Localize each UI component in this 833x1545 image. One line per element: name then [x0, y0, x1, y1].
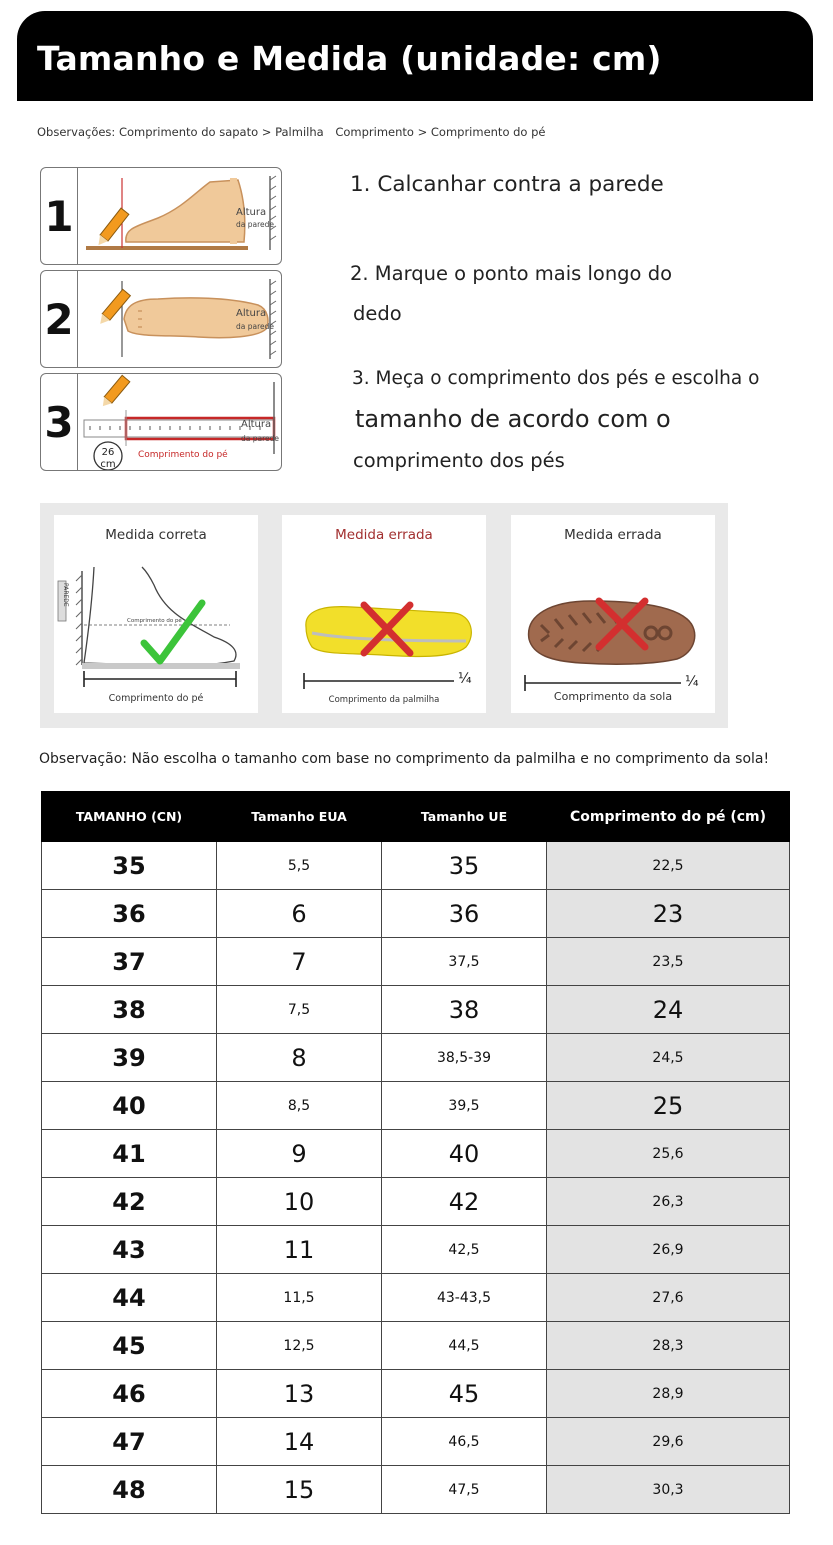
insole-tolerance: ¼ — [458, 671, 472, 687]
step-number: 1 — [41, 168, 78, 264]
wall-height-label: Altura — [241, 419, 272, 430]
insole-measure-card — [282, 515, 486, 713]
foot-length-cell: 23 — [547, 890, 790, 938]
insole-measure-caption: Comprimento da palmilha — [328, 695, 440, 705]
us-size-cell: 9 — [217, 1130, 382, 1178]
cn-size-cell: 41 — [42, 1130, 217, 1178]
cn-size-cell: 40 — [42, 1082, 217, 1130]
instruction-step-2-line-2: dedo — [353, 302, 402, 325]
cn-size-cell: 45 — [42, 1322, 217, 1370]
table-row — [42, 842, 790, 890]
eu-size-cell: 46,5 — [382, 1418, 547, 1466]
us-size-cell: 12,5 — [217, 1322, 382, 1370]
step-number: 3 — [41, 374, 78, 470]
cn-size-cell: 46 — [42, 1370, 217, 1418]
instruction-step-3-line-1: 3. Meça o comprimento dos pés e escolha o — [352, 368, 760, 389]
table-row — [42, 1226, 790, 1274]
eu-size-cell: 36 — [382, 890, 547, 938]
cn-size-cell: 39 — [42, 1034, 217, 1082]
top-note-part-1: Observações: Comprimento do sapato > Palmilha — [37, 125, 324, 139]
us-size-cell: 13 — [217, 1370, 382, 1418]
step-card-2 — [40, 270, 282, 368]
instruction-step-2-line-1: 2. Marque o ponto mais longo do — [350, 262, 672, 285]
page-header — [17, 11, 813, 101]
foot-length-cell: 25,6 — [547, 1130, 790, 1178]
sole-measure-title: Medida errada — [564, 527, 662, 543]
foot-length-cell: 24 — [547, 986, 790, 1034]
table-row — [42, 1418, 790, 1466]
instruction-step-3-line-2: tamanho de acordo com o — [355, 405, 671, 433]
correct-measure-title: Medida correta — [105, 527, 207, 543]
eu-size-cell: 39,5 — [382, 1082, 547, 1130]
table-row — [42, 1034, 790, 1082]
header-eu-size: Tamanho UE — [382, 792, 547, 842]
table-header-row — [42, 792, 790, 842]
correct-measure-illustration — [54, 515, 258, 713]
eu-size-cell: 40 — [382, 1130, 547, 1178]
measure-length-illustration — [78, 374, 280, 470]
sole-tolerance: ¼ — [685, 674, 699, 690]
eu-size-cell: 35 — [382, 842, 547, 890]
eu-size-cell: 44,5 — [382, 1322, 547, 1370]
table-row — [42, 1130, 790, 1178]
us-size-cell: 7,5 — [217, 986, 382, 1034]
sole-measure-caption: Comprimento da sola — [553, 690, 673, 703]
step-number: 2 — [41, 271, 78, 367]
eu-size-cell: 37,5 — [382, 938, 547, 986]
us-size-cell: 14 — [217, 1418, 382, 1466]
foot-length-caption: Comprimento do pé — [138, 450, 228, 460]
us-size-cell: 11,5 — [217, 1274, 382, 1322]
cn-size-cell: 48 — [42, 1466, 217, 1514]
correct-measure-inner-label: Comprimento do pé — [127, 618, 182, 624]
eu-size-cell: 42,5 — [382, 1226, 547, 1274]
page-title: Tamanho e Medida (unidade: cm) — [37, 39, 662, 78]
size-table — [41, 791, 790, 1514]
foot-length-cell: 29,6 — [547, 1418, 790, 1466]
cn-size-cell: 42 — [42, 1178, 217, 1226]
us-size-cell: 7 — [217, 938, 382, 986]
table-row — [42, 1274, 790, 1322]
header-cn-size: TAMANHO (CN) — [42, 792, 217, 842]
us-size-cell: 8 — [217, 1034, 382, 1082]
eu-size-cell: 43-43,5 — [382, 1274, 547, 1322]
wall-height-sublabel: da parede — [241, 434, 280, 443]
foot-length-cell: 28,3 — [547, 1322, 790, 1370]
table-row — [42, 1178, 790, 1226]
eu-size-cell: 38 — [382, 986, 547, 1034]
us-size-cell: 5,5 — [217, 842, 382, 890]
measure-unit: cm — [100, 459, 116, 470]
step-card-3 — [40, 373, 282, 471]
table-row — [42, 1370, 790, 1418]
us-size-cell: 11 — [217, 1226, 382, 1274]
top-note-part-2: Comprimento > Comprimento do pé — [335, 125, 546, 139]
us-size-cell: 6 — [217, 890, 382, 938]
table-row — [42, 1082, 790, 1130]
foot-length-cell: 30,3 — [547, 1466, 790, 1514]
top-note — [37, 125, 554, 139]
table-row — [42, 890, 790, 938]
wall-height-label: Altura — [236, 207, 267, 218]
table-row — [42, 986, 790, 1034]
cn-size-cell: 44 — [42, 1274, 217, 1322]
correct-measure-caption: Comprimento do pé — [108, 693, 204, 704]
cn-size-cell: 47 — [42, 1418, 217, 1466]
measurement-comparison — [40, 503, 728, 728]
cn-size-cell: 36 — [42, 890, 217, 938]
eu-size-cell: 47,5 — [382, 1466, 547, 1514]
instruction-step-3-line-3: comprimento dos pés — [353, 449, 565, 472]
wall-text: PAREDE — [62, 583, 69, 607]
eu-size-cell: 38,5-39 — [382, 1034, 547, 1082]
insole-measure-title: Medida errada — [335, 527, 433, 543]
foot-length-cell: 28,9 — [547, 1370, 790, 1418]
us-size-cell: 10 — [217, 1178, 382, 1226]
insole-illustration — [282, 515, 486, 713]
step-card-1 — [40, 167, 282, 265]
header-foot-length: Comprimento do pé (cm) — [547, 792, 790, 842]
cn-size-cell: 37 — [42, 938, 217, 986]
us-size-cell: 8,5 — [217, 1082, 382, 1130]
us-size-cell: 15 — [217, 1466, 382, 1514]
table-row — [42, 1466, 790, 1514]
eu-size-cell: 42 — [382, 1178, 547, 1226]
wall-height-sublabel: da parede — [236, 322, 275, 331]
foot-length-cell: 27,6 — [547, 1274, 790, 1322]
table-row — [42, 938, 790, 986]
measure-value: 26 — [101, 447, 115, 458]
cn-size-cell: 35 — [42, 842, 217, 890]
eu-size-cell: 45 — [382, 1370, 547, 1418]
correct-measure-card — [54, 515, 258, 713]
cn-size-cell: 38 — [42, 986, 217, 1034]
foot-length-cell: 24,5 — [547, 1034, 790, 1082]
wall-height-label: Altura — [236, 308, 267, 319]
foot-length-cell: 22,5 — [547, 842, 790, 890]
mark-toe-illustration — [78, 271, 280, 367]
foot-length-cell: 23,5 — [547, 938, 790, 986]
sole-illustration — [511, 515, 715, 713]
heel-against-wall-illustration — [78, 168, 280, 264]
table-row — [42, 1322, 790, 1370]
bottom-note: Observação: Não escolha o tamanho com base no comprimento da palmilha e no comprimento da sola! — [39, 751, 770, 767]
header-us-size: Tamanho EUA — [217, 792, 382, 842]
foot-length-cell: 26,9 — [547, 1226, 790, 1274]
instruction-step-1: 1. Calcanhar contra a parede — [350, 172, 664, 197]
foot-length-cell: 26,3 — [547, 1178, 790, 1226]
sole-measure-card — [511, 515, 715, 713]
cn-size-cell: 43 — [42, 1226, 217, 1274]
wall-height-sublabel: da parede — [236, 220, 275, 229]
foot-length-cell: 25 — [547, 1082, 790, 1130]
